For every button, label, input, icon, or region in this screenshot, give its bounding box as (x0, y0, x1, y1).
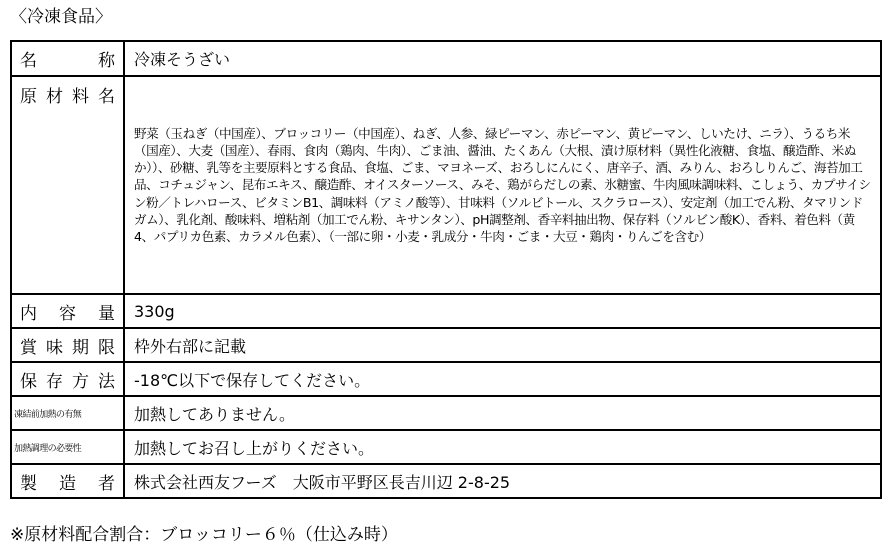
row-manufacturer (11, 464, 881, 498)
best-before-value: 枠外右部に記載 (124, 328, 881, 362)
food-label-table (10, 40, 882, 499)
ingredients-value: 野菜（玉ねぎ（中国産）、ブロッコリー（中国産）、ねぎ、人参、緑ピーマン、赤ピーマン、黄ピーマン、しいたけ、ニラ）、うるち米（国産）、大麦（国産）、春雨、食肉（鶏肉、牛肉）、ごま油、醤油、たくあん（大根、漬け原材料（異性化液糖、食塩、醸造酢、米ぬか））、砂糖、乳等を主要原料とする食品、食塩、ごま、マヨネーズ、おろしにんにく、唐辛子、酒、みりん、おろしりんご、海苔加工品、コチュジャン、昆布エキス、醸造酢、オイスターソース、みそ、鶏がらだしの素、氷糖蜜、牛肉風味調味料、こしょう、カプサイシン粉／トレハロース、ビタミンB1、調味料（アミノ酸等）、甘味料（ソルビトール、スクラロース）、安定剤（加工でん粉、タマリンドガム）、乳化剤、酸味料、増粘剤（加工でん粉、キサンタン）、pH調整剤、香辛料抽出物、保存料（ソルビン酸K）、香料、着色料（黄4、パプリカ色素、カラメル色素）、（一部に卵・小麦・乳成分・牛肉・ごま・大豆・鶏肉・りんごを含む） (124, 76, 881, 294)
row-heating-required (11, 430, 881, 464)
heating-required-label: 加熱調理の必要性 (11, 430, 124, 464)
product-name-value: 冷凍そうざい (124, 41, 881, 76)
row-best-before (11, 328, 881, 362)
heating-required-value: 加熱してお召し上がりください。 (124, 430, 881, 464)
ingredients-label: 原材料名 (11, 76, 124, 294)
storage-label: 保存方法 (11, 362, 124, 396)
manufacturer-value: 株式会社西友フーズ 大阪市平野区長吉川辺 2-8-25 (124, 464, 881, 498)
blend-ratio-footnote: ※原材料配合割合：ブロッコリー６％（仕込み時） (10, 525, 398, 545)
row-ingredients (11, 76, 881, 294)
heated-before-freezing-label: 凍結前加熱の有無 (11, 396, 124, 430)
row-content (11, 294, 881, 328)
row-storage (11, 362, 881, 396)
content-value: 330g (124, 294, 881, 328)
manufacturer-label: 製 造 者 (11, 464, 124, 498)
storage-value: -18℃以下で保存してください。 (124, 362, 881, 396)
row-heated-before-freezing (11, 396, 881, 430)
content-label: 内 容 量 (11, 294, 124, 328)
category-heading: 〈冷凍食品〉 (10, 7, 112, 27)
product-name-label: 名 称 (11, 41, 124, 76)
row-product-name (11, 41, 881, 76)
heated-before-freezing-value: 加熱してありません。 (124, 396, 881, 430)
best-before-label: 賞味期限 (11, 328, 124, 362)
